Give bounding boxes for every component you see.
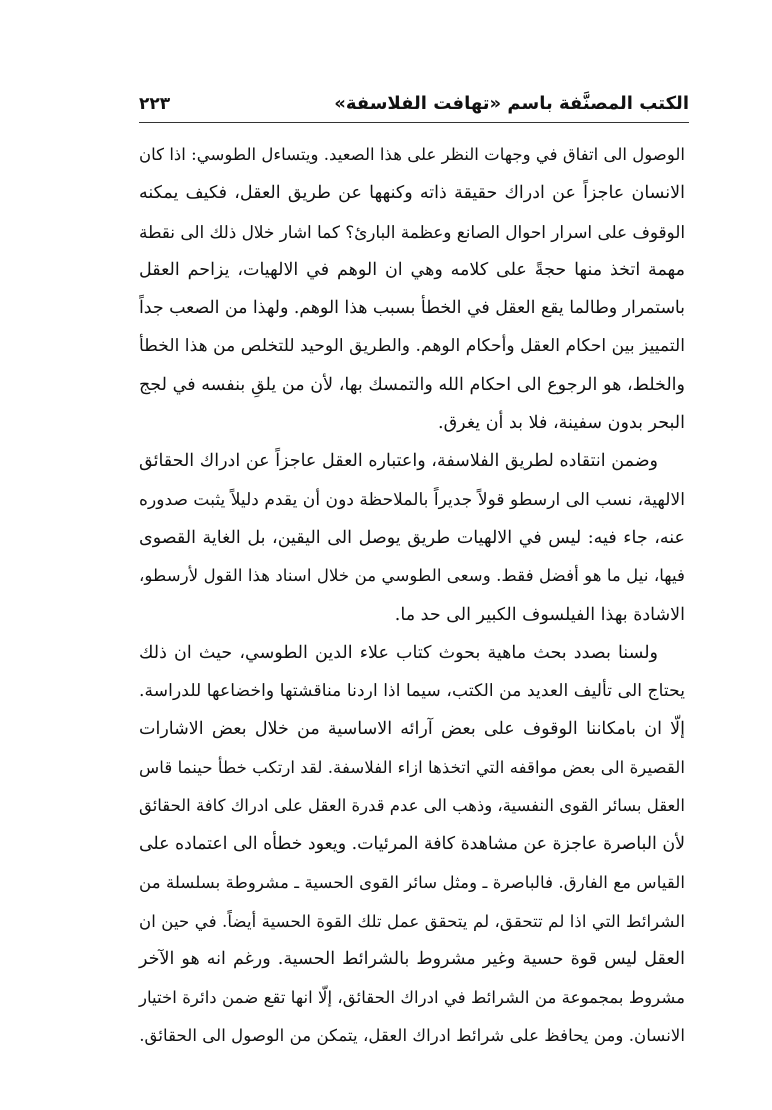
body-text <box>139 136 685 1055</box>
text-line: يحتاج الى تأليف العديد من الكتب، سيما اذا اردنا مناقشتها واخضاعها للدراسة. <box>139 681 685 702</box>
text-line: مشروط بمجموعة من الشرائط في ادراك الحقائق، إلّا انها تقع ضمن دائرة اختيار <box>139 987 685 1007</box>
text-line: الانسان عاجزاً عن ادراك حقيقة ذاته وكنهها عن طريق العقل، فكيف يمكنه <box>139 183 685 204</box>
text-line: الشرائط التي اذا لم تتحقق، لم يتحقق عمل تلك القوة الحسية أيضاً. في حين ان <box>139 910 685 931</box>
paragraph-2 <box>139 442 685 633</box>
text-line: العقل بسائر القوى النفسية، وذهب الى عدم قدرة العقل على ادراك كافة الحقائق <box>139 796 685 816</box>
running-header <box>139 86 689 116</box>
text-line: والخلط، هو الرجوع الى احكام الله والتمسك بها، لأن من يلقِ بنفسه في لجج <box>139 374 685 395</box>
paragraph-1 <box>139 136 685 442</box>
text-line: التمييز بين احكام العقل وأحكام الوهم. والطريق الوحيد للتخلص من هذا الخطأ <box>139 336 685 357</box>
text-line: الانسان. ومن يحافظ على شرائط ادراك العقل، يتمكن من الوصول الى الحقائق. <box>139 1025 685 1045</box>
text-line: وضمن انتقاده لطريق الفلاسفة، واعتباره العقل عاجزاً عن ادراك الحقائق <box>139 451 658 472</box>
text-line: الوقوف على اسرار احوال الصانع وعظمة البارئ؟ كما اشار خلال ذلك الى نقطة <box>139 221 685 242</box>
text-line: الالهية، نسب الى ارسطو قولاً جديراً بالملاحظة دون أن يقدم دليلاً يثبت صدوره <box>139 489 685 510</box>
text-line: فيها، نيل ما هو أفضل فقط. وسعى الطوسي من خلال اسناد هذا القول لأرسطو، <box>139 566 685 586</box>
text-line: القصيرة الى بعض مواقفه التي اتخذها ازاء الفلاسفة. لقد ارتكب خطأ حينما قاس <box>139 757 685 777</box>
page-number: ٢٢٣ <box>139 94 171 114</box>
text-line: مهمة اتخذ منها حجةً على كلامه وهي ان الوهم في الالهيات، يزاحم العقل <box>139 259 685 280</box>
text-line: القياس مع الفارق. فالباصرة ـ ومثل سائر القوى الحسية ـ مشروطة بسلسلة من <box>139 872 685 892</box>
text-line: عنه، جاء فيه: ليس في الالهيات طريق يوصل الى اليقين، بل الغاية القصوى <box>139 527 685 548</box>
text-line: العقل ليس قوة حسية وغير مشروط بالشرائط الحسية. ورغم انه هو الآخر <box>139 949 685 970</box>
header-rule <box>139 122 689 123</box>
text-line: ولسنا بصدد بحث ماهية بحوث كتاب علاء الدين الطوسي، حيث ان ذلك <box>139 642 658 663</box>
paragraph-3 <box>139 634 685 1055</box>
text-line: الاشادة بهذا الفيلسوف الكبير الى حد ما. <box>394 604 685 625</box>
text-line: البحر بدون سفينة، فلا بد أن يغرق. <box>438 413 685 434</box>
text-line: إلّا ان بامكاننا الوقوف على بعض آرائه الاساسية من خلال بعض الاشارات <box>139 719 685 740</box>
text-line: لأن الباصرة عاجزة عن مشاهدة كافة المرئيات. ويعود خطأه الى اعتماده على <box>139 834 685 855</box>
text-line: الوصول الى اتفاق في وجهات النظر على هذا الصعيد. ويتساءل الطوسي: اذا كان <box>139 145 685 164</box>
running-header-title: الكتب المصنَّفة باسم «تهافت الفلاسفة» <box>334 93 689 114</box>
text-line: باستمرار وطالما يقع العقل في الخطأ بسبب هذا الوهم. ولهذا من الصعب جداً <box>139 298 685 319</box>
